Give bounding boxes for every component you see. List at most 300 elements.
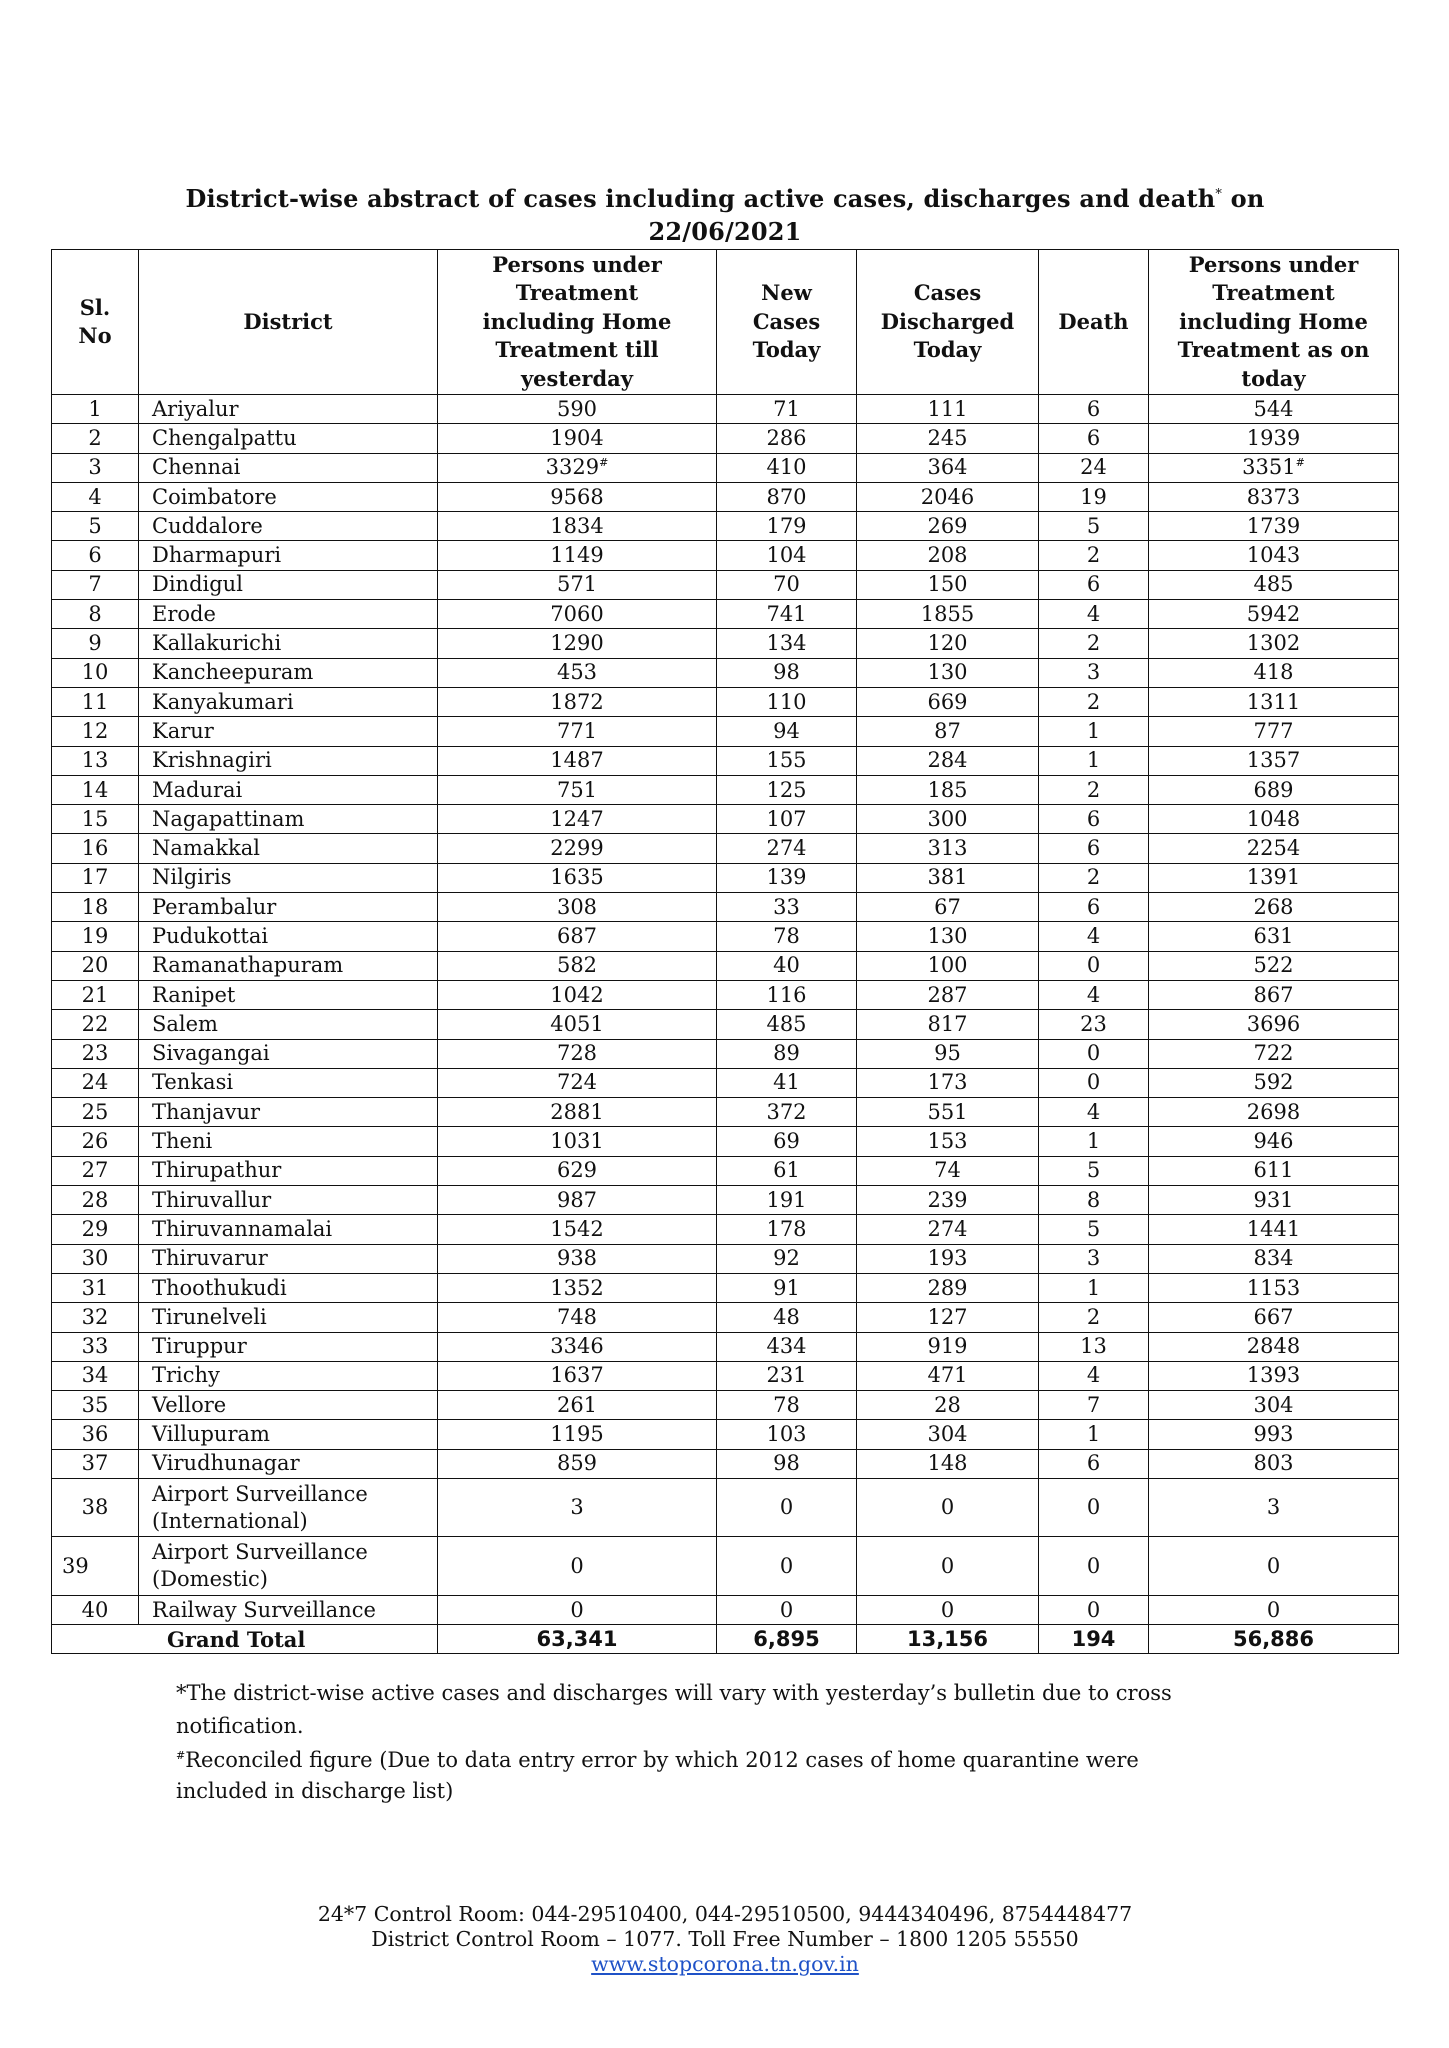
sl-no-cell: 27 xyxy=(52,1156,139,1185)
discharged-cell: 150 xyxy=(857,570,1039,599)
table-row xyxy=(52,687,1399,716)
sl-no-cell: 12 xyxy=(52,717,139,746)
discharged-cell: 2046 xyxy=(857,482,1039,511)
sl-no-cell: 17 xyxy=(52,863,139,892)
current-treatment-cell: 522 xyxy=(1149,951,1399,980)
prev-treatment-cell: 3329# xyxy=(438,453,717,482)
district-cell: Tenkasi xyxy=(139,1068,438,1097)
district-cell: Chengalpattu xyxy=(139,424,438,453)
district-cell: Karur xyxy=(139,717,438,746)
current-treatment-cell: 3 xyxy=(1149,1478,1399,1537)
discharged-cell: 0 xyxy=(857,1537,1039,1596)
hash-mark: # xyxy=(599,456,609,470)
title-asterisk: * xyxy=(1215,187,1223,202)
death-cell: 2 xyxy=(1039,541,1149,570)
discharged-cell: 74 xyxy=(857,1156,1039,1185)
title-on: on xyxy=(1222,184,1265,213)
current-treatment-cell: 931 xyxy=(1149,1186,1399,1215)
discharged-cell: 381 xyxy=(857,863,1039,892)
district-cell: Villupuram xyxy=(139,1420,438,1449)
district-control-line: District Control Room – 1077. Toll Free Number – 1800 1205 55550 xyxy=(371,1927,1079,1951)
sl-no-cell: 6 xyxy=(52,541,139,570)
table-row xyxy=(52,1010,1399,1039)
discharged-cell: 245 xyxy=(857,424,1039,453)
death-cell: 1 xyxy=(1039,746,1149,775)
current-treatment-cell: 8373 xyxy=(1149,482,1399,511)
total-new: 6,895 xyxy=(717,1625,857,1654)
district-cell: Nilgiris xyxy=(139,863,438,892)
district-cell: Chennai xyxy=(139,453,438,482)
grand-total-label: Grand Total xyxy=(52,1625,438,1654)
prev-treatment-cell: 308 xyxy=(438,893,717,922)
current-treatment-cell: 1939 xyxy=(1149,424,1399,453)
current-treatment-cell: 1391 xyxy=(1149,863,1399,892)
table-row xyxy=(52,1039,1399,1068)
district-cell: Thiruvarur xyxy=(139,1244,438,1273)
hash-mark: # xyxy=(176,1749,186,1762)
district-cell: Namakkal xyxy=(139,834,438,863)
total-discharged: 13,156 xyxy=(857,1625,1039,1654)
new-cases-cell: 274 xyxy=(717,834,857,863)
new-cases-cell: 69 xyxy=(717,1127,857,1156)
table-row xyxy=(52,893,1399,922)
current-treatment-cell: 1043 xyxy=(1149,541,1399,570)
new-cases-cell: 155 xyxy=(717,746,857,775)
district-cell: Dharmapuri xyxy=(139,541,438,570)
prev-treatment-cell: 4051 xyxy=(438,1010,717,1039)
discharged-cell: 269 xyxy=(857,512,1039,541)
prev-treatment-cell: 1542 xyxy=(438,1215,717,1244)
current-treatment-cell: 3696 xyxy=(1149,1010,1399,1039)
death-cell: 2 xyxy=(1039,863,1149,892)
district-cases-table xyxy=(51,249,1399,1654)
current-treatment-cell: 867 xyxy=(1149,980,1399,1009)
new-cases-cell: 98 xyxy=(717,658,857,687)
table-row xyxy=(52,453,1399,482)
sl-no-cell: 4 xyxy=(52,482,139,511)
table-row xyxy=(52,1537,1399,1596)
table-row xyxy=(52,629,1399,658)
prev-treatment-cell: 1290 xyxy=(438,629,717,658)
new-cases-cell: 372 xyxy=(717,1098,857,1127)
total-current: 56,886 xyxy=(1149,1625,1399,1654)
current-treatment-cell: 777 xyxy=(1149,717,1399,746)
new-cases-cell: 40 xyxy=(717,951,857,980)
death-cell: 2 xyxy=(1039,1303,1149,1332)
current-treatment-cell: 722 xyxy=(1149,1039,1399,1068)
death-cell: 2 xyxy=(1039,629,1149,658)
discharged-cell: 111 xyxy=(857,395,1039,424)
district-cell: Sivagangai xyxy=(139,1039,438,1068)
death-cell: 5 xyxy=(1039,512,1149,541)
table-row xyxy=(52,570,1399,599)
sl-no-cell: 10 xyxy=(52,658,139,687)
discharged-cell: 300 xyxy=(857,805,1039,834)
new-cases-cell: 110 xyxy=(717,687,857,716)
new-cases-cell: 0 xyxy=(717,1478,857,1537)
district-cell: Kanyakumari xyxy=(139,687,438,716)
prev-treatment-cell: 1352 xyxy=(438,1273,717,1302)
sl-no-cell: 28 xyxy=(52,1186,139,1215)
district-cell: Thoothukudi xyxy=(139,1273,438,1302)
sl-no-cell: 24 xyxy=(52,1068,139,1097)
current-treatment-cell: 1153 xyxy=(1149,1273,1399,1302)
death-cell: 3 xyxy=(1039,658,1149,687)
discharged-cell: 100 xyxy=(857,951,1039,980)
prev-treatment-cell: 1247 xyxy=(438,805,717,834)
district-cell: Vellore xyxy=(139,1391,438,1420)
discharged-cell: 287 xyxy=(857,980,1039,1009)
district-cell: Kancheepuram xyxy=(139,658,438,687)
table-row xyxy=(52,1361,1399,1390)
new-cases-cell: 98 xyxy=(717,1449,857,1478)
death-cell: 1 xyxy=(1039,1127,1149,1156)
district-cell: Thirupathur xyxy=(139,1156,438,1185)
death-cell: 5 xyxy=(1039,1156,1149,1185)
district-cell: Dindigul xyxy=(139,570,438,599)
table-row xyxy=(52,1244,1399,1273)
new-cases-cell: 78 xyxy=(717,922,857,951)
table-row xyxy=(52,980,1399,1009)
current-treatment-cell: 1357 xyxy=(1149,746,1399,775)
death-cell: 0 xyxy=(1039,1537,1149,1596)
new-cases-cell: 103 xyxy=(717,1420,857,1449)
prev-treatment-cell: 3 xyxy=(438,1478,717,1537)
current-treatment-cell: 803 xyxy=(1149,1449,1399,1478)
sl-no-cell: 19 xyxy=(52,922,139,951)
table-row xyxy=(52,1186,1399,1215)
sl-no-cell: 38 xyxy=(52,1478,139,1537)
prev-treatment-cell: 9568 xyxy=(438,482,717,511)
district-cell: Theni xyxy=(139,1127,438,1156)
table-row xyxy=(52,775,1399,804)
discharged-cell: 193 xyxy=(857,1244,1039,1273)
new-cases-cell: 410 xyxy=(717,453,857,482)
table-row xyxy=(52,424,1399,453)
prev-treatment-cell: 7060 xyxy=(438,600,717,629)
current-treatment-cell: 611 xyxy=(1149,1156,1399,1185)
district-cell: Airport Surveillance (Domestic) xyxy=(139,1537,438,1596)
current-treatment-cell: 1311 xyxy=(1149,687,1399,716)
new-cases-cell: 870 xyxy=(717,482,857,511)
death-cell: 4 xyxy=(1039,600,1149,629)
prev-treatment-cell: 590 xyxy=(438,395,717,424)
current-treatment-cell: 5942 xyxy=(1149,600,1399,629)
sl-no-cell: 25 xyxy=(52,1098,139,1127)
district-cell: Tirunelveli xyxy=(139,1303,438,1332)
current-treatment-cell: 1393 xyxy=(1149,1361,1399,1390)
table-row xyxy=(52,805,1399,834)
sl-no-cell: 33 xyxy=(52,1332,139,1361)
table-row xyxy=(52,717,1399,746)
sl-no-cell: 7 xyxy=(52,570,139,599)
sl-no-cell: 3 xyxy=(52,453,139,482)
death-cell: 7 xyxy=(1039,1391,1149,1420)
discharged-cell: 364 xyxy=(857,453,1039,482)
current-treatment-cell: 834 xyxy=(1149,1244,1399,1273)
discharged-cell: 28 xyxy=(857,1391,1039,1420)
prev-treatment-cell: 2299 xyxy=(438,834,717,863)
table-row xyxy=(52,1215,1399,1244)
new-cases-cell: 191 xyxy=(717,1186,857,1215)
death-cell: 13 xyxy=(1039,1332,1149,1361)
district-cell: Railway Surveillance xyxy=(139,1595,438,1624)
district-cell: Kallakurichi xyxy=(139,629,438,658)
prev-treatment-cell: 987 xyxy=(438,1186,717,1215)
table-row xyxy=(52,1391,1399,1420)
current-treatment-cell: 1441 xyxy=(1149,1215,1399,1244)
header-death: Death xyxy=(1039,250,1149,395)
death-cell: 8 xyxy=(1039,1186,1149,1215)
prev-treatment-cell: 938 xyxy=(438,1244,717,1273)
table-row xyxy=(52,395,1399,424)
prev-treatment-cell: 1042 xyxy=(438,980,717,1009)
new-cases-cell: 0 xyxy=(717,1537,857,1596)
prev-treatment-cell: 728 xyxy=(438,1039,717,1068)
table-row xyxy=(52,541,1399,570)
new-cases-cell: 70 xyxy=(717,570,857,599)
current-treatment-cell: 631 xyxy=(1149,922,1399,951)
new-cases-cell: 116 xyxy=(717,980,857,1009)
new-cases-cell: 286 xyxy=(717,424,857,453)
new-cases-cell: 741 xyxy=(717,600,857,629)
prev-treatment-cell: 748 xyxy=(438,1303,717,1332)
discharged-cell: 669 xyxy=(857,687,1039,716)
prev-treatment-cell: 582 xyxy=(438,951,717,980)
table-row xyxy=(52,482,1399,511)
sl-no-cell: 40 xyxy=(52,1595,139,1624)
new-cases-cell: 107 xyxy=(717,805,857,834)
discharged-cell: 304 xyxy=(857,1420,1039,1449)
discharged-cell: 289 xyxy=(857,1273,1039,1302)
header-sl-no: Sl. No xyxy=(52,250,139,395)
total-death: 194 xyxy=(1039,1625,1149,1654)
sl-no-cell: 15 xyxy=(52,805,139,834)
document-title xyxy=(150,178,1300,248)
table-row xyxy=(52,1068,1399,1097)
current-treatment-cell: 689 xyxy=(1149,775,1399,804)
sl-no-cell: 14 xyxy=(52,775,139,804)
current-treatment-cell: 268 xyxy=(1149,893,1399,922)
sl-no-cell: 9 xyxy=(52,629,139,658)
grand-total-row xyxy=(52,1625,1399,1654)
table-row xyxy=(52,951,1399,980)
new-cases-cell: 71 xyxy=(717,395,857,424)
discharged-cell: 239 xyxy=(857,1186,1039,1215)
current-treatment-cell: 2698 xyxy=(1149,1098,1399,1127)
prev-treatment-cell: 3346 xyxy=(438,1332,717,1361)
district-cell: Erode xyxy=(139,600,438,629)
new-cases-cell: 33 xyxy=(717,893,857,922)
district-cell: Ranipet xyxy=(139,980,438,1009)
table-row xyxy=(52,834,1399,863)
district-cell: Coimbatore xyxy=(139,482,438,511)
discharged-cell: 551 xyxy=(857,1098,1039,1127)
sl-no-cell: 20 xyxy=(52,951,139,980)
title-date: 22/06/2021 xyxy=(648,217,802,246)
new-cases-cell: 48 xyxy=(717,1303,857,1332)
discharged-cell: 185 xyxy=(857,775,1039,804)
current-treatment-cell: 304 xyxy=(1149,1391,1399,1420)
control-room-line: 24*7 Control Room: 044-29510400, 044-29510500, 9444340496, 8754448477 xyxy=(317,1902,1133,1926)
stopcorona-link[interactable]: www.stopcorona.tn.gov.in xyxy=(591,1952,859,1976)
new-cases-cell: 41 xyxy=(717,1068,857,1097)
footnote-reconciled: #Reconciled figure (Due to data entry error by which 2012 cases of home quarantine were included in discharge list) xyxy=(176,1748,1139,1803)
sl-no-cell: 23 xyxy=(52,1039,139,1068)
district-cell: Cuddalore xyxy=(139,512,438,541)
district-cell: Thanjavur xyxy=(139,1098,438,1127)
table-row xyxy=(52,1098,1399,1127)
discharged-cell: 1855 xyxy=(857,600,1039,629)
death-cell: 23 xyxy=(1039,1010,1149,1039)
death-cell: 0 xyxy=(1039,1068,1149,1097)
prev-treatment-cell: 261 xyxy=(438,1391,717,1420)
discharged-cell: 67 xyxy=(857,893,1039,922)
district-cell: Thiruvannamalai xyxy=(139,1215,438,1244)
header-discharged: Cases Discharged Today xyxy=(857,250,1039,395)
table-header-row xyxy=(52,250,1399,395)
discharged-cell: 313 xyxy=(857,834,1039,863)
sl-no-cell: 5 xyxy=(52,512,139,541)
discharged-cell: 95 xyxy=(857,1039,1039,1068)
current-treatment-cell: 592 xyxy=(1149,1068,1399,1097)
prev-treatment-cell: 1195 xyxy=(438,1420,717,1449)
sl-no-cell: 39 xyxy=(52,1537,139,1596)
district-cell: Thiruvallur xyxy=(139,1186,438,1215)
sl-no-cell: 26 xyxy=(52,1127,139,1156)
prev-treatment-cell: 629 xyxy=(438,1156,717,1185)
district-cell: Airport Surveillance (International) xyxy=(139,1478,438,1537)
sl-no-cell: 11 xyxy=(52,687,139,716)
current-treatment-cell: 3351# xyxy=(1149,453,1399,482)
district-cell: Ramanathapuram xyxy=(139,951,438,980)
current-treatment-cell: 993 xyxy=(1149,1420,1399,1449)
district-cell: Trichy xyxy=(139,1361,438,1390)
sl-no-cell: 22 xyxy=(52,1010,139,1039)
death-cell: 4 xyxy=(1039,980,1149,1009)
table-row xyxy=(52,1332,1399,1361)
death-cell: 2 xyxy=(1039,775,1149,804)
death-cell: 1 xyxy=(1039,1273,1149,1302)
death-cell: 4 xyxy=(1039,1361,1149,1390)
discharged-cell: 173 xyxy=(857,1068,1039,1097)
table-row xyxy=(52,1420,1399,1449)
header-new-cases: New Cases Today xyxy=(717,250,857,395)
prev-treatment-cell: 724 xyxy=(438,1068,717,1097)
sl-no-cell: 36 xyxy=(52,1420,139,1449)
sl-no-cell: 13 xyxy=(52,746,139,775)
current-treatment-cell: 1048 xyxy=(1149,805,1399,834)
new-cases-cell: 134 xyxy=(717,629,857,658)
sl-no-cell: 29 xyxy=(52,1215,139,1244)
new-cases-cell: 179 xyxy=(717,512,857,541)
death-cell: 1 xyxy=(1039,1420,1149,1449)
discharged-cell: 130 xyxy=(857,658,1039,687)
new-cases-cell: 0 xyxy=(717,1595,857,1624)
table-row xyxy=(52,1449,1399,1478)
footnotes xyxy=(176,1677,1326,1807)
sl-no-cell: 30 xyxy=(52,1244,139,1273)
prev-treatment-cell: 1635 xyxy=(438,863,717,892)
sl-no-cell: 37 xyxy=(52,1449,139,1478)
discharged-cell: 274 xyxy=(857,1215,1039,1244)
prev-treatment-cell: 0 xyxy=(438,1537,717,1596)
header-current-treatment: Persons under Treatment including Home Treatment as on today xyxy=(1149,250,1399,395)
current-treatment-cell: 0 xyxy=(1149,1595,1399,1624)
sl-no-cell: 16 xyxy=(52,834,139,863)
prev-treatment-cell: 687 xyxy=(438,922,717,951)
footnote-cross-notification: *The district-wise active cases and discharges will vary with yesterday’s bulletin due to cross notification. xyxy=(176,1681,1172,1738)
discharged-cell: 0 xyxy=(857,1478,1039,1537)
sl-no-cell: 32 xyxy=(52,1303,139,1332)
prev-treatment-cell: 0 xyxy=(438,1595,717,1624)
sl-no-cell: 31 xyxy=(52,1273,139,1302)
discharged-cell: 120 xyxy=(857,629,1039,658)
table-row xyxy=(52,1478,1399,1537)
prev-treatment-cell: 859 xyxy=(438,1449,717,1478)
table-row xyxy=(52,922,1399,951)
discharged-cell: 127 xyxy=(857,1303,1039,1332)
new-cases-cell: 61 xyxy=(717,1156,857,1185)
prev-treatment-cell: 1031 xyxy=(438,1127,717,1156)
header-district: District xyxy=(139,250,438,395)
current-treatment-cell: 1302 xyxy=(1149,629,1399,658)
sl-no-cell: 2 xyxy=(52,424,139,453)
district-cell: Madurai xyxy=(139,775,438,804)
death-cell: 1 xyxy=(1039,717,1149,746)
new-cases-cell: 94 xyxy=(717,717,857,746)
death-cell: 5 xyxy=(1039,1215,1149,1244)
discharged-cell: 87 xyxy=(857,717,1039,746)
current-treatment-cell: 667 xyxy=(1149,1303,1399,1332)
table-row xyxy=(52,1595,1399,1624)
new-cases-cell: 104 xyxy=(717,541,857,570)
sl-no-cell: 35 xyxy=(52,1391,139,1420)
prev-treatment-cell: 1637 xyxy=(438,1361,717,1390)
new-cases-cell: 485 xyxy=(717,1010,857,1039)
death-cell: 6 xyxy=(1039,893,1149,922)
prev-treatment-cell: 1834 xyxy=(438,512,717,541)
prev-treatment-cell: 771 xyxy=(438,717,717,746)
prev-treatment-cell: 1872 xyxy=(438,687,717,716)
death-cell: 19 xyxy=(1039,482,1149,511)
prev-treatment-cell: 2881 xyxy=(438,1098,717,1127)
current-treatment-cell: 1739 xyxy=(1149,512,1399,541)
new-cases-cell: 91 xyxy=(717,1273,857,1302)
total-prev: 63,341 xyxy=(438,1625,717,1654)
death-cell: 6 xyxy=(1039,424,1149,453)
prev-treatment-cell: 453 xyxy=(438,658,717,687)
table-row xyxy=(52,1156,1399,1185)
current-treatment-cell: 485 xyxy=(1149,570,1399,599)
current-treatment-cell: 2848 xyxy=(1149,1332,1399,1361)
death-cell: 4 xyxy=(1039,1098,1149,1127)
current-treatment-cell: 946 xyxy=(1149,1127,1399,1156)
death-cell: 2 xyxy=(1039,687,1149,716)
death-cell: 4 xyxy=(1039,922,1149,951)
discharged-cell: 148 xyxy=(857,1449,1039,1478)
table-row xyxy=(52,1303,1399,1332)
death-cell: 3 xyxy=(1039,1244,1149,1273)
new-cases-cell: 178 xyxy=(717,1215,857,1244)
new-cases-cell: 78 xyxy=(717,1391,857,1420)
district-cell: Pudukottai xyxy=(139,922,438,951)
district-cell: Tiruppur xyxy=(139,1332,438,1361)
sl-no-cell: 8 xyxy=(52,600,139,629)
discharged-cell: 130 xyxy=(857,922,1039,951)
title-text: District-wise abstract of cases including active cases, discharges and death xyxy=(185,184,1216,213)
current-treatment-cell: 418 xyxy=(1149,658,1399,687)
